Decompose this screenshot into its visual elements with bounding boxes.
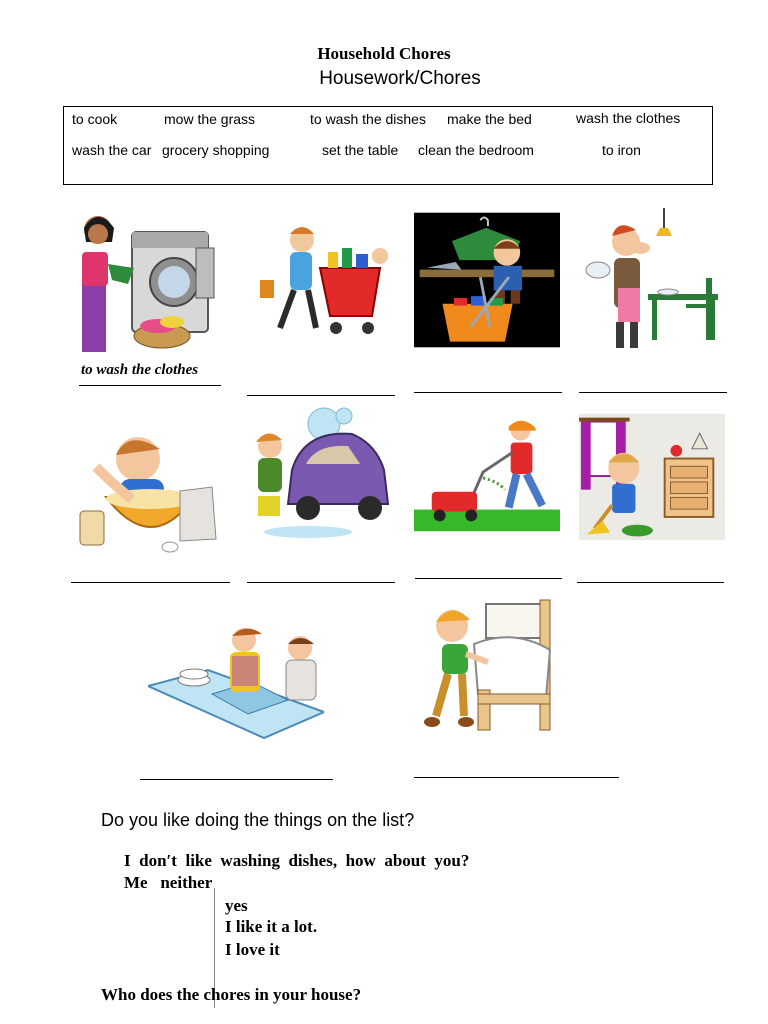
dialog-line: I don′t like washing dishes, how about you? <box>124 851 470 870</box>
answer-line <box>577 582 724 583</box>
word-bank-item: to cook <box>72 111 118 127</box>
man-mowing-grass-icon <box>414 404 560 548</box>
dialog-reply: I like it a lot. <box>225 917 318 936</box>
boy-making-bed-icon <box>418 598 554 738</box>
worksheet-subtitle: Housework/Chores <box>319 68 481 89</box>
answer-line <box>71 582 230 583</box>
picture-answer: to wash the clothes <box>81 362 199 378</box>
word-bank-item: to wash the dishes <box>310 111 426 127</box>
man-setting-table-icon <box>578 208 724 352</box>
boy-cooking-icon <box>76 420 222 564</box>
man-grocery-shopping-icon <box>250 210 396 354</box>
dialog-line: Me neither <box>124 873 213 892</box>
word-bank-item: to iron <box>602 142 641 158</box>
word-bank-item: wash the car <box>72 142 152 158</box>
kids-washing-dishes-icon <box>148 620 324 742</box>
answer-line <box>140 779 333 780</box>
word-bank-item: mow the grass <box>164 111 256 127</box>
answer-line <box>247 582 395 583</box>
word-bank-item: grocery shopping <box>162 142 270 158</box>
word-bank-item: wash the clothes <box>576 110 681 126</box>
word-bank-item: make the bed <box>447 111 532 127</box>
answer-line <box>579 392 727 393</box>
word-bank-item: clean the bedroom <box>418 142 534 158</box>
answer-line <box>415 578 562 579</box>
boy-cleaning-bedroom-icon <box>579 406 725 550</box>
answer-line <box>79 385 221 386</box>
who-question: Who does the chores in your house? <box>101 985 362 1004</box>
answer-line <box>414 392 562 393</box>
girl-washing-car-icon <box>248 404 394 548</box>
like-question: Do you like doing the things on the list? <box>101 810 415 830</box>
answer-line <box>414 777 619 778</box>
boy-ironing-icon <box>414 208 560 352</box>
word-bank-item: set the table <box>322 142 399 158</box>
worksheet-title: Household Chores <box>317 44 451 63</box>
woman-washing-clothes-icon <box>76 208 222 352</box>
dialog-reply: I love it <box>225 940 280 959</box>
answer-line <box>247 395 395 396</box>
dialog-reply: yes <box>225 896 248 915</box>
